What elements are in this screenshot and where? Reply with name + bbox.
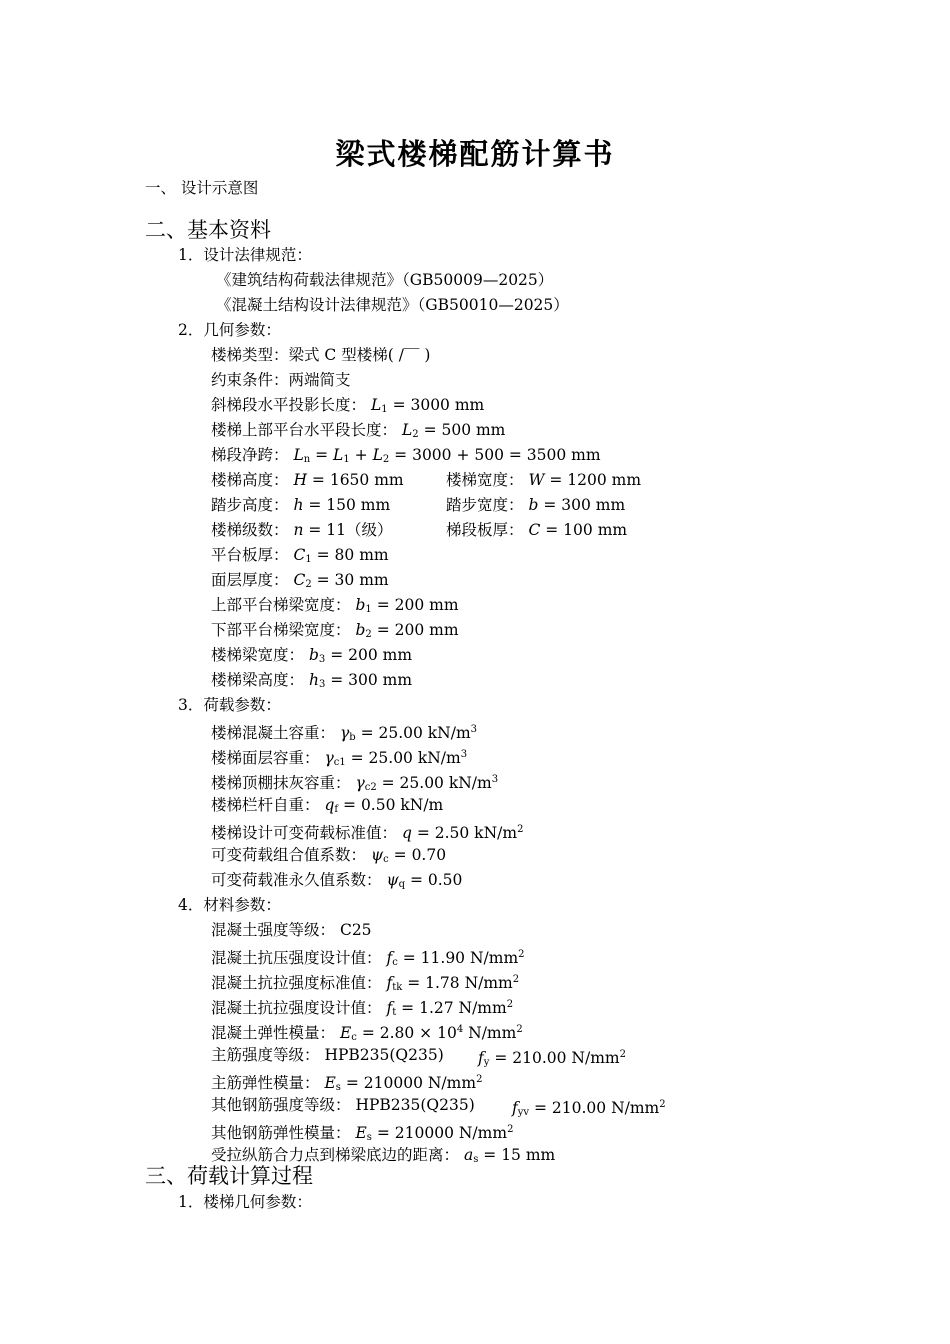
param-other-grade	[211, 1095, 475, 1115]
subheading-materials: 4．材料参数：	[178, 896, 281, 914]
param-b1: 上部平台梯梁宽度： $b_1 = 200$ mm	[211, 596, 459, 615]
param-value: HPB235(Q235)	[355, 1096, 475, 1114]
param-value: = 500 mm	[423, 421, 506, 439]
param-q: 楼梯设计可变荷载标准值： q = 2.50 $kN/m^2$	[211, 824, 524, 842]
param-value: = 11（级）	[308, 521, 393, 539]
param-value: HPB235(Q235)	[324, 1046, 444, 1064]
param-label: 楼梯顶棚抹灰容重：	[211, 774, 351, 792]
param-value: = 11.90 N/mm	[402, 949, 519, 967]
param-value: = 25.00 kN/m	[360, 724, 471, 742]
param-label: 可变荷载准永久值系数：	[211, 871, 382, 889]
param-label: 楼梯高度：	[211, 471, 289, 489]
param-es: 主筋弹性模量： $E_s = 210000$ $N/mm^2$	[211, 1074, 483, 1093]
param-step-h: 踏步高度： h = 150 mm	[211, 496, 391, 514]
code-reference-load: 《建筑结构荷载法律规范》（GB50009—2025）	[216, 271, 554, 289]
param-label: 楼梯梁宽度：	[211, 646, 305, 664]
stair-type: 楼梯类型：梁式 C 型楼梯( /‾‾ )	[211, 346, 431, 364]
param-c2: 面层厚度： $C_2 = 30$ mm	[211, 571, 389, 590]
param-c1: 平台板厚： $C_1 = 80$ mm	[211, 546, 389, 565]
param-as: 受拉纵筋合力点到梯梁底边的距离： $a_s = 15$ mm	[211, 1146, 556, 1165]
param-label: 受拉纵筋合力点到梯梁底边的距离：	[211, 1146, 460, 1164]
param-label: 踏步高度：	[211, 496, 289, 514]
param-value: = 80 mm	[316, 546, 389, 564]
param-psi-c: 可变荷载组合值系数： $\psi_c = 0.70$	[211, 846, 447, 865]
param-l2: 楼梯上部平台水平段长度： $L_2 = 500$ mm	[211, 421, 506, 440]
param-gamma-c2: 楼梯顶棚抹灰容重： $\gamma_{c2} = 25.00$ $kN/m^3$	[211, 774, 499, 793]
param-value: = 1650 mm	[311, 471, 404, 489]
param-value: = 200 mm	[330, 646, 413, 664]
param-value: = 0.70	[393, 846, 447, 864]
param-value: = 100 mm	[545, 521, 628, 539]
param-b3: 楼梯梁宽度： $b_3 = 200$ mm	[211, 646, 413, 665]
param-label: 楼梯栏杆自重：	[211, 796, 320, 814]
param-b2: 下部平台梯梁宽度： $b_2 = 200$ mm	[211, 621, 459, 640]
param-value: = 3000 + 500 = 3500 mm	[394, 446, 601, 464]
param-step-b: 踏步宽度： b = 300 mm	[446, 496, 626, 514]
param-value: = 30 mm	[316, 571, 389, 589]
param-label: 梯段净跨：	[211, 446, 289, 464]
param-label: 斜梯段水平投影长度：	[211, 396, 367, 414]
param-fy: $f_y = 210.00$ $N/mm^2$	[478, 1049, 626, 1068]
param-l1: 斜梯段水平投影长度： $L_1 = 3000$ mm	[211, 396, 485, 415]
param-label: 楼梯混凝土容重：	[211, 724, 336, 742]
param-label: 梯段板厚：	[446, 521, 524, 539]
subheading-geometry: 2．几何参数：	[178, 321, 281, 339]
param-label: 混凝土抗拉强度设计值：	[211, 999, 382, 1017]
param-label: 平台板厚：	[211, 546, 289, 564]
param-value: = 200 mm	[376, 621, 459, 639]
subheading-stair-geometry: 1．楼梯几何参数：	[178, 1193, 312, 1211]
param-value: = 1.27 N/mm	[401, 999, 507, 1017]
param-concrete-grade	[211, 920, 372, 940]
param-label: 主筋弹性模量：	[211, 1074, 320, 1092]
param-value: = 15 mm	[483, 1146, 556, 1164]
param-value: = 210000 N/mm	[376, 1124, 508, 1142]
param-es2: 其他钢筋弹性模量： $E_s = 210000$ $N/mm^2$	[211, 1124, 514, 1143]
param-label: 楼梯上部平台水平段长度：	[211, 421, 398, 439]
param-value: = 210000 N/mm	[345, 1074, 477, 1092]
param-label: 可变荷载组合值系数：	[211, 846, 367, 864]
param-n: 楼梯级数： n = 11（级）	[211, 521, 393, 539]
param-value: = 2.50 kN/m	[416, 824, 518, 842]
param-value: = 25.00 kN/m	[381, 774, 492, 792]
param-label: 楼梯梁高度：	[211, 671, 305, 689]
param-value: = 210.00 N/mm	[534, 1099, 660, 1117]
param-label: 面层厚度：	[211, 571, 289, 589]
param-h: 楼梯高度： H = 1650 mm	[211, 471, 404, 489]
param-c: 梯段板厚： C = 100 mm	[446, 521, 628, 539]
param-label: 上部平台梯梁宽度：	[211, 596, 351, 614]
param-fyv: $f_{yv} = 210.00$ $N/mm^2$	[512, 1099, 666, 1118]
param-label: 踏步宽度：	[446, 496, 524, 514]
param-ec: 混凝土弹性模量： $E_c = 2.80 \times 10^4$ $N/mm^2$	[211, 1024, 523, 1043]
param-fc: 混凝土抗压强度设计值： $f_c = 11.90$ $N/mm^2$	[211, 949, 525, 968]
param-label: 混凝土弹性模量：	[211, 1024, 336, 1042]
param-w: 楼梯宽度： W = 1200 mm	[446, 471, 642, 489]
document-title: 梁式楼梯配筋计算书	[335, 137, 615, 171]
param-gamma-c1: 楼梯面层容重： $\gamma_{c1} = 25.00$ $kN/m^3$	[211, 749, 468, 768]
param-value: = 300 mm	[543, 496, 626, 514]
section-heading-load-calc: 三、荷载计算过程	[145, 1164, 313, 1188]
param-label: 混凝土抗拉强度标准值：	[211, 974, 382, 992]
param-value: = 150 mm	[308, 496, 391, 514]
param-label: 其他钢筋强度等级：	[211, 1096, 351, 1114]
param-value: = 2.80 × 10	[361, 1024, 457, 1042]
param-label: 混凝土强度等级：	[211, 921, 336, 939]
param-value: = 200 mm	[376, 596, 459, 614]
param-value: C25	[339, 921, 372, 939]
param-ln: 梯段净跨： $L_n = L_1 + L_2 = 3000 + 500 = 3500$ mm	[211, 446, 601, 465]
param-value: = 0.50	[409, 871, 463, 889]
section-heading-basic-data: 二、基本资料	[145, 218, 271, 242]
param-label: 楼梯级数：	[211, 521, 289, 539]
param-h3: 楼梯梁高度： $h_3 = 300$ mm	[211, 671, 413, 690]
param-label: 主筋强度等级：	[211, 1046, 320, 1064]
param-value: = 3000 mm	[392, 396, 485, 414]
param-value: = 300 mm	[330, 671, 413, 689]
param-value: = 0.50 kN/m	[343, 796, 444, 814]
param-unit: N/mm	[463, 1024, 517, 1042]
subheading-loads: 3．荷载参数：	[178, 696, 281, 714]
section-heading-diagram: 一、 设计示意图	[145, 179, 259, 197]
param-label: 混凝土抗压强度设计值：	[211, 949, 382, 967]
param-psi-q: 可变荷载准永久值系数： $\psi_q = 0.50$	[211, 871, 463, 890]
param-gamma-b: 楼梯混凝土容重： $\gamma_b = 25.00$ $kN/m^3$	[211, 724, 478, 743]
subheading-codes: 1．设计法律规范：	[178, 246, 312, 264]
param-label: 楼梯面层容重：	[211, 749, 320, 767]
param-label: 下部平台梯梁宽度：	[211, 621, 351, 639]
param-ft: 混凝土抗拉强度设计值： $f_t = 1.27$ $N/mm^2$	[211, 999, 514, 1018]
param-qf: 楼梯栏杆自重： $q_f = 0.50$ kN/m	[211, 796, 444, 815]
param-value: = 1.78 N/mm	[407, 974, 513, 992]
param-value: = 1200 mm	[549, 471, 642, 489]
param-main-grade	[211, 1045, 444, 1065]
param-label: 其他钢筋弹性模量：	[211, 1124, 351, 1142]
param-value: = 25.00 kN/m	[350, 749, 461, 767]
param-label: 楼梯设计可变荷载标准值：	[211, 824, 398, 842]
code-reference-concrete: 《混凝土结构设计法律规范》（GB50010—2025）	[216, 296, 569, 314]
param-label: 楼梯宽度：	[446, 471, 524, 489]
constraint: 约束条件：两端简支	[211, 371, 351, 389]
param-value: = 210.00 N/mm	[494, 1049, 620, 1067]
param-ftk: 混凝土抗拉强度标准值： $f_{tk} = 1.78$ $N/mm^2$	[211, 974, 520, 993]
